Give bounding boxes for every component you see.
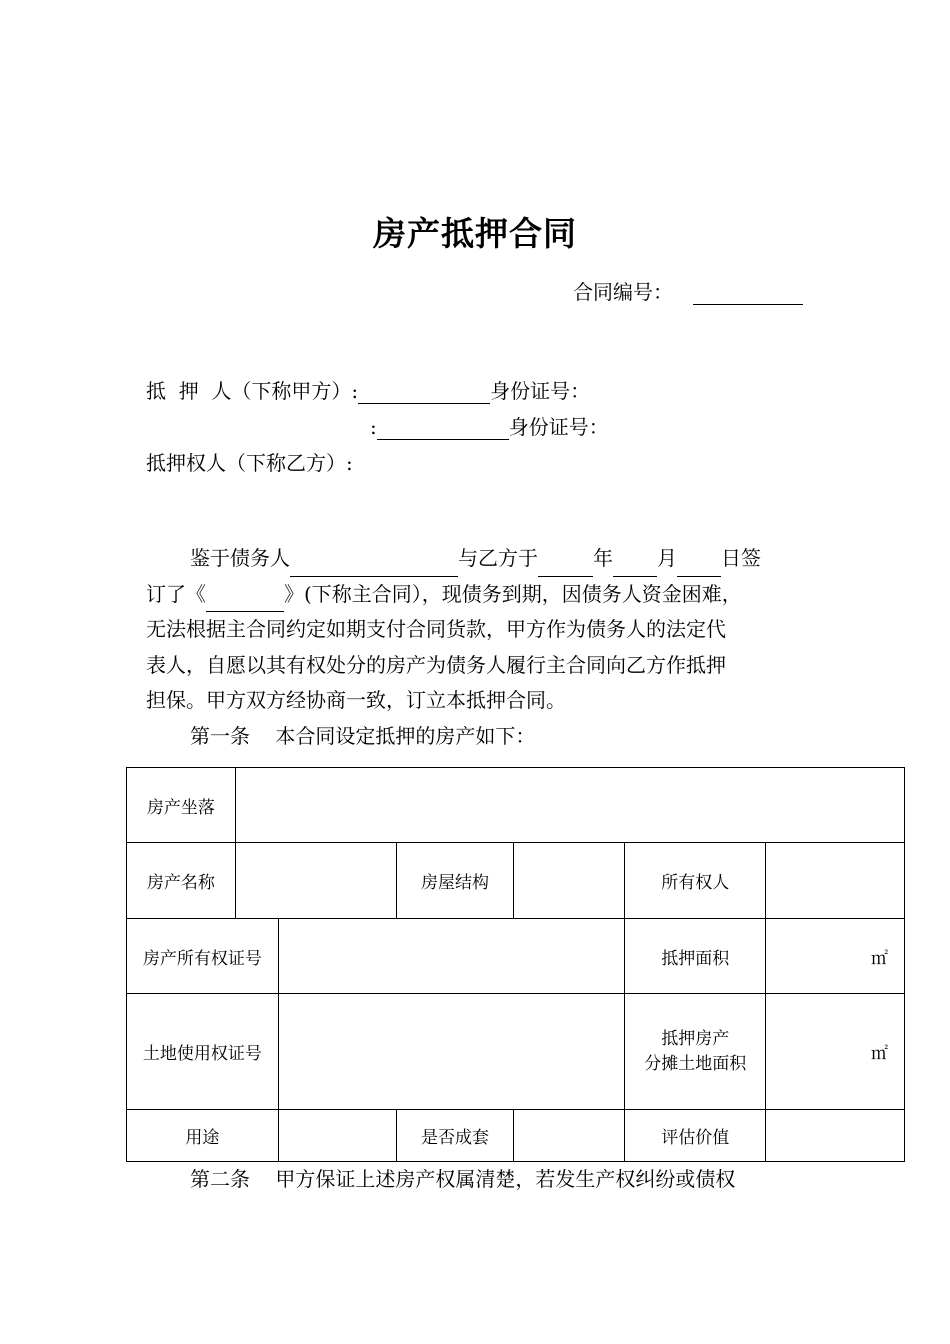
assessed-value-label: 评估价值 xyxy=(625,1110,766,1162)
preamble-line-2 xyxy=(146,577,816,613)
year-blank xyxy=(538,556,593,577)
preamble-text: 订了《 xyxy=(146,581,206,606)
complete-set-value xyxy=(514,1110,625,1162)
mortgage-area-label: 抵押面积 xyxy=(625,919,766,994)
land-area-label xyxy=(625,994,766,1110)
complete-set-label: 是否成套 xyxy=(396,1110,514,1162)
owner-value xyxy=(766,843,905,919)
usage-value xyxy=(278,1110,396,1162)
preamble-line-1 xyxy=(146,541,816,577)
table-row xyxy=(127,1110,905,1162)
table-row xyxy=(127,994,905,1110)
main-contract-blank xyxy=(206,591,284,612)
mortgagor-name-blank xyxy=(358,383,490,404)
preamble-text: 年 xyxy=(593,546,613,570)
table-row xyxy=(127,843,905,919)
land-cert-label: 土地使用权证号 xyxy=(127,994,279,1110)
land-area-unit: ㎡ xyxy=(766,994,905,1110)
land-area-label-line-2: 分摊土地面积 xyxy=(644,1053,747,1074)
location-label: 房产坐落 xyxy=(127,768,236,843)
property-table xyxy=(126,767,905,1162)
document-title: 房产抵押合同 xyxy=(373,214,577,253)
preamble-line-4: 表人，自愿以其有权处分的房产为债务人履行主合同向乙方作抵押 xyxy=(146,652,726,677)
preamble-text: 日签 xyxy=(721,546,761,570)
day-blank xyxy=(677,556,721,577)
mortgage-area-unit: ㎡ xyxy=(766,919,905,994)
structure-value xyxy=(514,843,625,919)
preamble-text: 月 xyxy=(657,546,677,570)
structure-label: 房屋结构 xyxy=(396,843,514,919)
table-row xyxy=(127,919,905,994)
article-1: 第一条 本合同设定抵押的房产如下： xyxy=(190,723,536,748)
month-blank xyxy=(613,556,657,577)
preamble-text: 与乙方于 xyxy=(458,546,538,570)
id-label-1: 身份证号： xyxy=(490,379,591,403)
co-mortgagor-row xyxy=(370,411,609,440)
co-mortgagor-name-blank xyxy=(377,419,509,440)
debtor-blank xyxy=(290,556,458,577)
preamble-text: 》(下称主合同），现债务到期，因债务人资金困难， xyxy=(284,581,742,606)
mortgagor-label: 抵 押 人（下称甲方）: xyxy=(146,379,359,403)
table-row xyxy=(127,768,905,843)
contract-number-label: 合同编号： xyxy=(573,280,673,304)
id-label-2: 身份证号： xyxy=(508,415,609,439)
preamble-paragraph xyxy=(146,541,816,754)
article-2: 第二条 甲方保证上述房产权属清楚，若发生产权纠纷或债权 xyxy=(190,1167,736,1191)
preamble-line-3: 无法根据主合同约定如期支付合同货款，甲方作为债务人的法定代 xyxy=(146,617,726,641)
mortgagee-row xyxy=(146,447,353,476)
mortgagor-row xyxy=(146,375,590,404)
preamble-line-5: 担保。甲方双方经协商一致，订立本抵押合同。 xyxy=(146,688,566,712)
contract-number-blank xyxy=(693,284,803,305)
preamble-text: 鉴于债务人 xyxy=(190,546,290,570)
property-name-label: 房产名称 xyxy=(127,843,236,919)
location-value xyxy=(235,768,904,843)
ownership-cert-label: 房产所有权证号 xyxy=(127,919,279,994)
ownership-cert-value xyxy=(278,919,625,994)
usage-label: 用途 xyxy=(127,1110,279,1162)
land-area-label-line-1: 抵押房产 xyxy=(661,1028,730,1049)
contract-number-row xyxy=(573,276,803,305)
property-name-value xyxy=(235,843,396,919)
land-cert-value xyxy=(278,994,625,1110)
owner-label: 所有权人 xyxy=(625,843,766,919)
mortgagee-label: 抵押权人（下称乙方）: xyxy=(146,451,353,475)
co-mortgagor-colon: : xyxy=(370,415,377,439)
assessed-value-value xyxy=(766,1110,905,1162)
